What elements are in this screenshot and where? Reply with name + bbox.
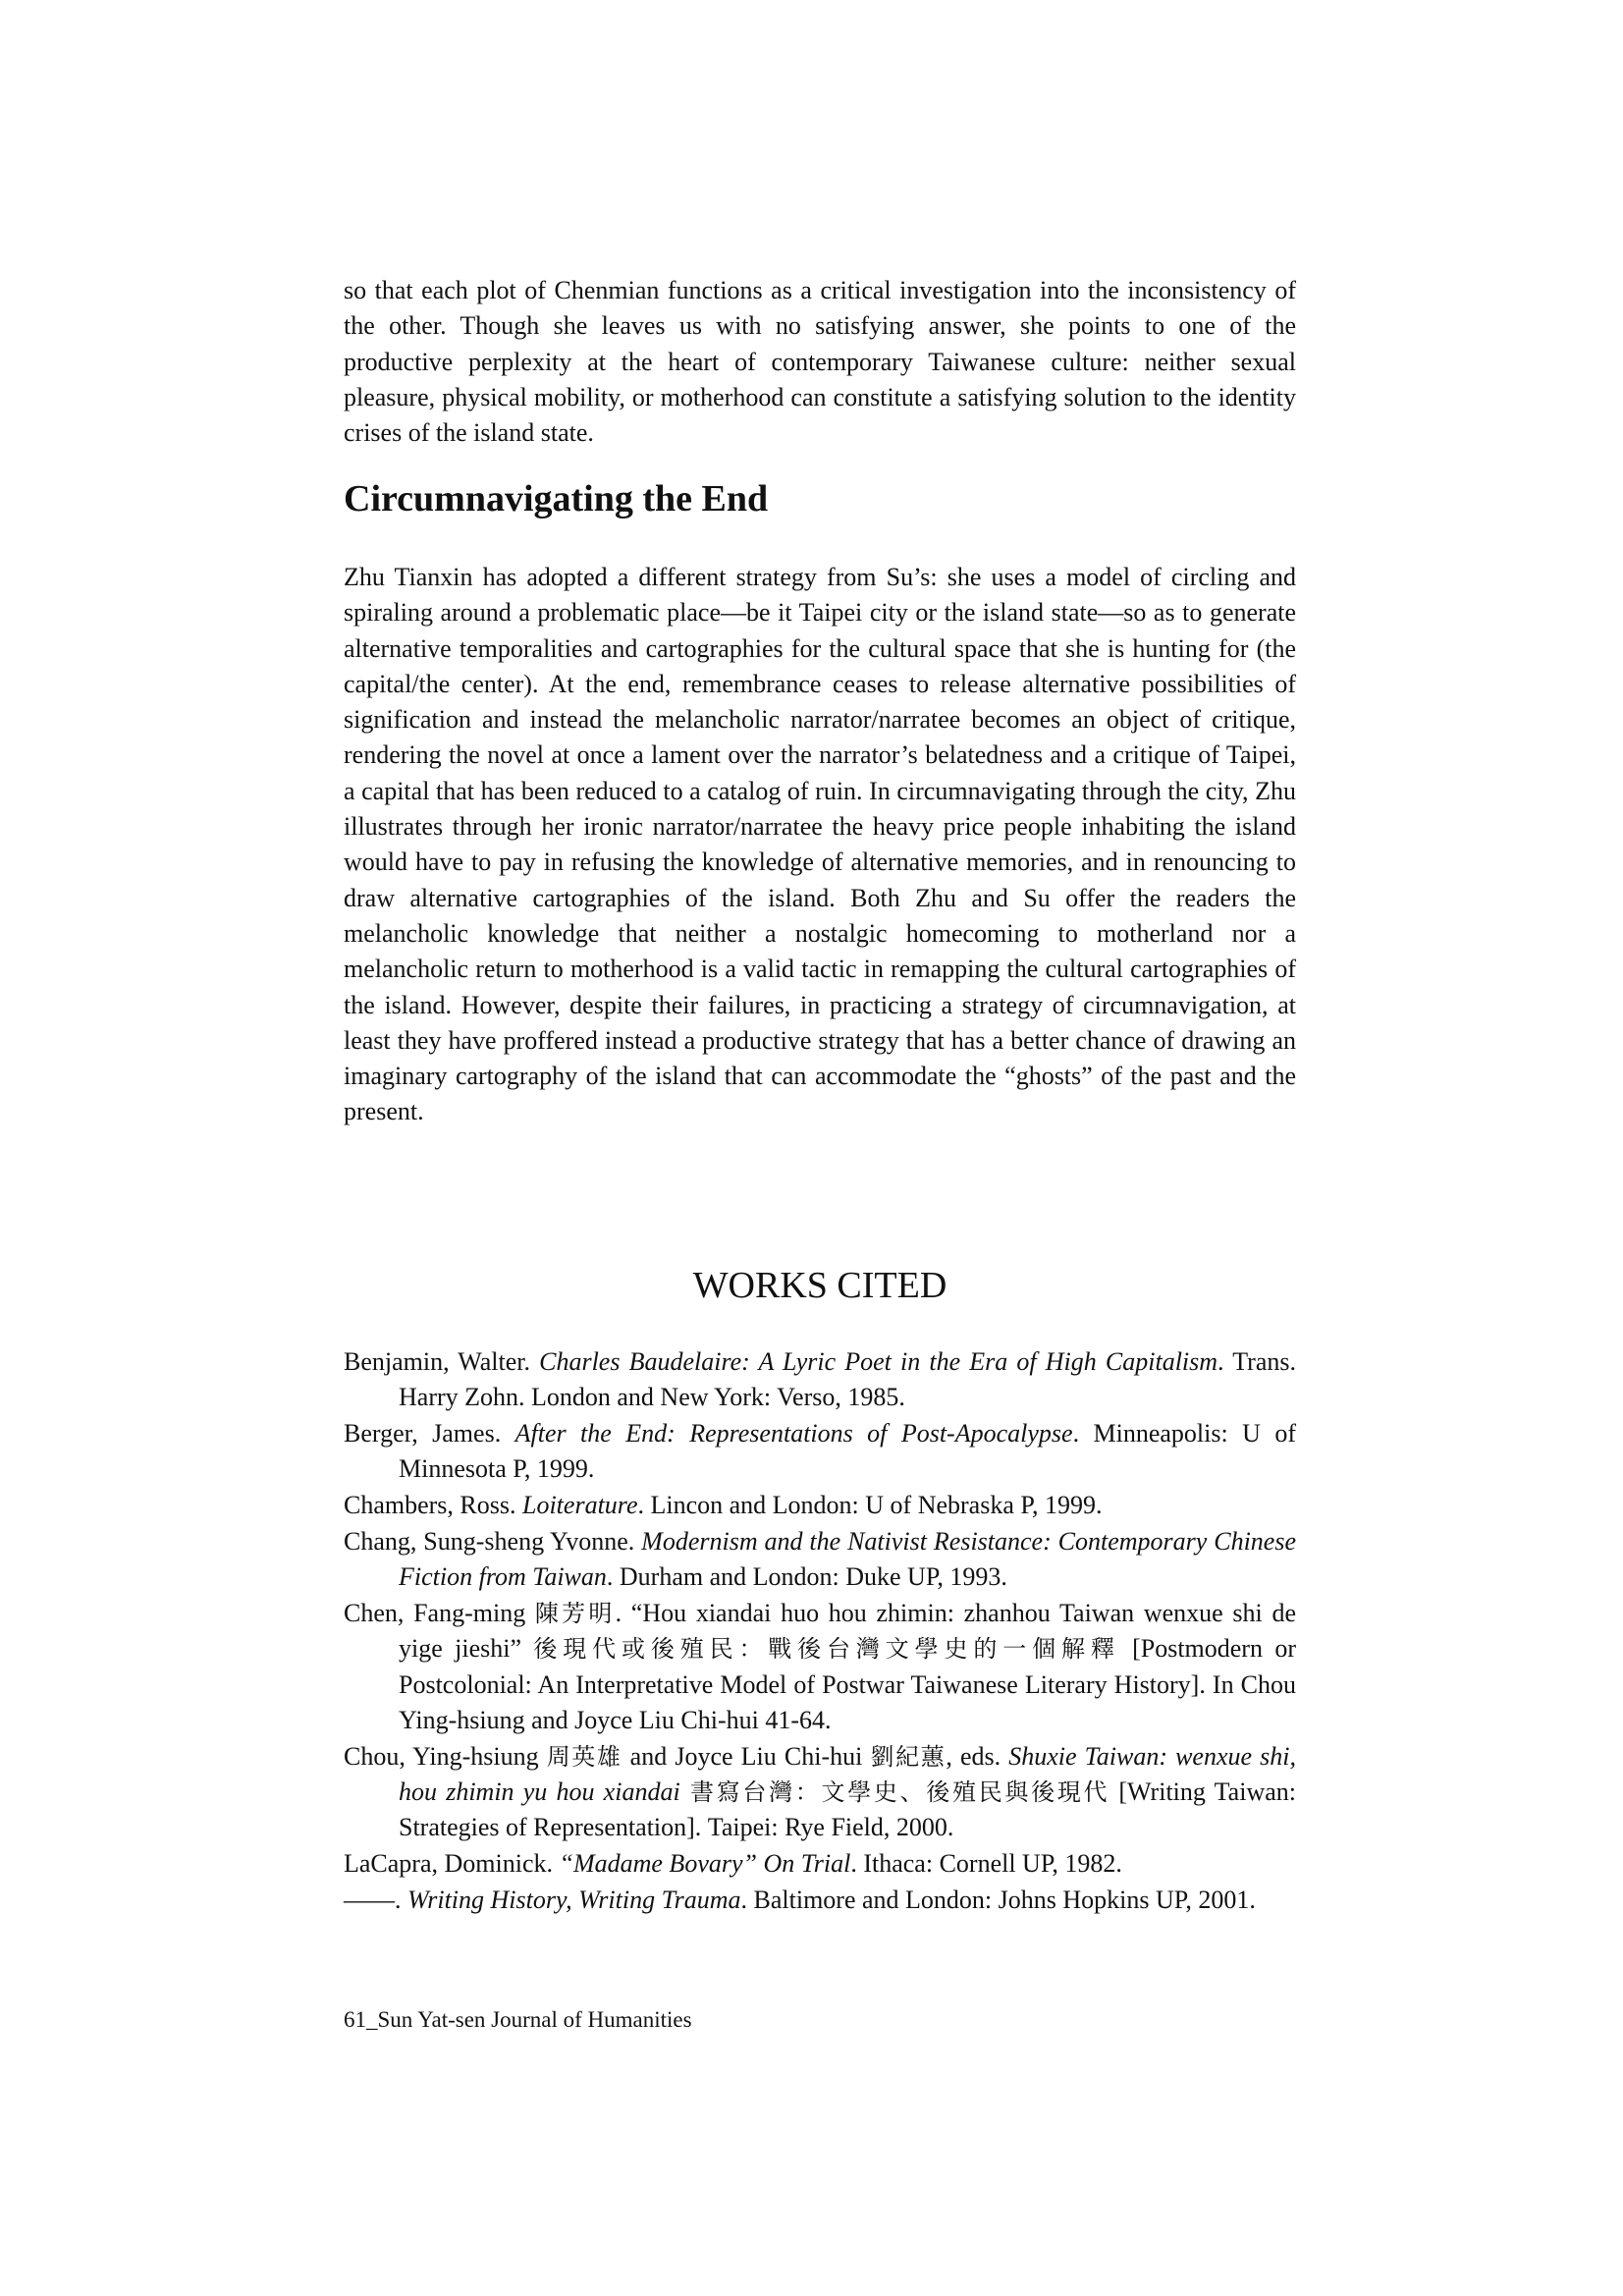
intro-paragraph: so that each plot of Chenmian functions as a critical investigation into the inconsistency of the other. Though she leaves us with no satisfying answer, she points to one of the productive perplexity at the heart of contemporary Taiwanese culture: neither sexual pleasure, physical mobility, or motherhood can constitute a satisfying solution to the identity crises of the island state.: [344, 276, 1296, 448]
citation-coauthor-chinese: 劉紀蕙: [870, 1742, 947, 1771]
citation-entry: [344, 1846, 1296, 1882]
citation-author: Chang, Sung-sheng Yvonne.: [344, 1526, 642, 1556]
citation-title: Charles Baudelaire: A Lyric Poet in the Era of High Capitalism: [539, 1347, 1218, 1376]
citation-entry: [344, 1488, 1296, 1523]
citation-author: Chambers, Ross.: [344, 1491, 522, 1520]
citation-publication: . Minneapolis: U of Minnesota P, 1999.: [399, 1419, 1296, 1484]
citation-entry: [344, 1416, 1296, 1488]
page-footer: 61_Sun Yat-sen Journal of Humanities: [344, 2007, 692, 2032]
citation-publication: . Ithaca: Cornell UP, 1982.: [850, 1849, 1122, 1879]
section-heading: Circumnavigating the End: [344, 478, 769, 519]
citation-title: After the End: Representations of Post-Apocalypse: [514, 1419, 1073, 1449]
citation-publication: . Baltimore and London: Johns Hopkins UP, 2001.: [740, 1885, 1256, 1914]
citation-title-chinese: 書寫台灣：文學史、後殖民與後現代: [679, 1778, 1110, 1807]
citation-author-chinese: 周英雄: [546, 1742, 622, 1771]
citation-article-title: . “Hou xiandai huo hou zhimin: zhanhou Taiwan wenxue shi de yige jieshi”: [399, 1599, 1296, 1664]
citation-entry: [344, 1883, 1296, 1918]
citation-author: Chou, Ying-hsiung: [344, 1741, 547, 1771]
citation-title: Loiterature: [522, 1491, 638, 1520]
citation-publication: . Durham and London: Duke UP, 1993.: [606, 1562, 1007, 1592]
works-cited-list: [344, 1344, 1296, 1919]
citation-publication: . Lincon and London: U of Nebraska P, 1999.: [637, 1491, 1103, 1520]
citation-entry: [344, 1344, 1296, 1416]
citation-publication: [Writing Taiwan: Strategies of Representation]. Taipei: Rye Field, 2000.: [399, 1777, 1296, 1842]
citation-author: LaCapra, Dominick.: [344, 1849, 560, 1879]
citation-coauthor: and Joyce Liu Chi-hui: [622, 1741, 871, 1771]
citation-title: Modernism and the Nativist Resistance: Contemporary Chinese Fiction from Taiwan: [399, 1526, 1296, 1592]
citation-title: Shuxie Taiwan: wenxue shi, hou zhimin yu hou xiandai: [399, 1741, 1297, 1807]
citation-author: Berger, James.: [344, 1419, 515, 1449]
citation-editors-label: , eds.: [946, 1741, 1009, 1771]
section-paragraph: Zhu Tianxin has adopted a different strategy from Su’s: she uses a model of circling and spiraling around a problematic place—be it Taipei city or the island state—so as to generate alternative temporalities and cartographies for the cultural space that she is hunting for (the capital/the center). At the end, remembrance ceases to release alternative possibilities of signification and instead the melancholic narrator/narratee becomes an object of critique, rendering the novel at once a lament over the narrator’s belatedness and a critique of Taipei, a capital that has been reduced to a catalog of ruin. In circumnavigating through the city, Zhu illustrates through her ironic narrator/narratee the heavy price people inhabiting the island would have to pay in refusing the knowledge of alternative memories, and in renouncing to draw alternative cartographies of the island. Both Zhu and Su offer the readers the melancholic knowledge that neither a nostalgic homecoming to motherland nor a melancholic return to motherhood is a valid tactic in remapping the cultural cartographies of the island. However, despite their failures, in practicing a strategy of circumnavigation, at least they have proffered instead a productive strategy that has a better chance of drawing an imaginary cartography of the island that can accommodate the “ghosts” of the past and the present.: [344, 563, 1296, 1126]
citation-publication: [Postmodern or Postcolonial: An Interpretative Model of Postwar Taiwanese Literary History]. In Chou Ying-hsiung and Joyce Liu Chi-hui 41-64.: [399, 1634, 1296, 1734]
citation-author: Chen, Fang-ming: [344, 1599, 535, 1628]
citation-title: Writing History, Writing Trauma: [407, 1885, 741, 1914]
citation-entry: [344, 1596, 1296, 1738]
works-cited-title: WORKS CITED: [692, 1265, 947, 1306]
citation-entry: [344, 1739, 1296, 1846]
citation-author-chinese: 陳芳明: [534, 1600, 616, 1628]
citation-title-chinese: 後現代或後殖民：戰後台灣文學史的一個解釋: [533, 1635, 1120, 1664]
citation-publication: . Trans. Harry Zohn. London and New York: Verso, 1985.: [399, 1347, 1296, 1412]
citation-author: Benjamin, Walter.: [344, 1347, 540, 1376]
citation-title: “Madame Bovary” On Trial: [559, 1849, 851, 1879]
citation-author: ——.: [344, 1885, 407, 1914]
citation-entry: [344, 1524, 1296, 1596]
